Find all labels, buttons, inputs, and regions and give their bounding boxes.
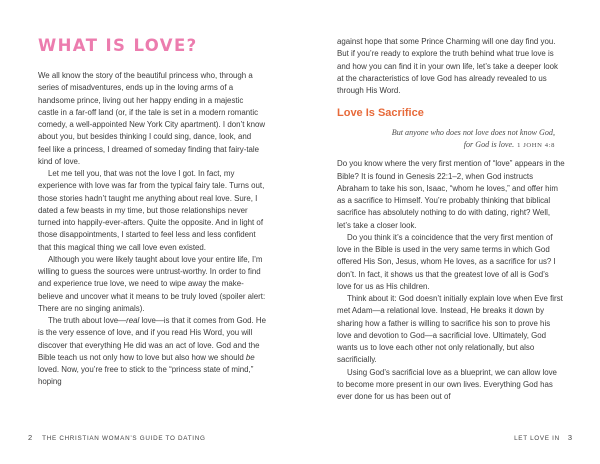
section-subheading: Love Is Sacrifice [337,107,424,120]
left-body-paragraph: Let me tell you, that was not the love I got. In fact, my experience with love was far from the typical fairy tale. Turns out, those stories hadn’t taught me anything about real love. Sure, I dated a few beasts in my time, but those relationships never turned into happily-ever-afters. Quite the opposite. And in light of those disappointments, I started to feel less and less confident that this magical thing we call love even existed. [38,169,265,252]
right-page [300,0,600,464]
verse-line-2: for God is love. [463,140,515,150]
right-column [337,36,565,403]
page-number-right: 3 [567,433,572,442]
left-body-paragraph: Although you were likely taught about love your entire life, I’m willing to guess the sources were untrust-worthy. In order to find and experience true love, we need to wipe away the make-believe and uncover what it means to be truly loved (spoiler alert: There are no singing animals). [38,254,266,313]
running-head-left: THE CHRISTIAN WOMAN’S GUIDE TO DATING [42,435,206,442]
continued-paragraph: against hope that some Prince Charming will one day find you. But if you’re ready to explore the truth behind what true love is and how you can find it in your own life, let’s take a deeper look at the characteristics of love God has already revealed to us through His Word. [337,37,558,95]
right-body-paragraph: Do you know where the very first mention of “love” appears in the Bible? It is found in Genesis 22:1–2, when God instructs Abraham to take his son, Isaac, “whom he loves,” and offer him as a sacrifice to Himself. You’re probably thinking that biblical sacrifice has absolutely nothing to do with dating, right? Well, let’s take a closer look. [337,159,565,230]
verse-reference: 1 JOHN 4:8 [517,142,555,150]
right-body-paragraph: Think about it: God doesn’t initially explain love when Eve first met Adam—a relational love. Instead, He breaks it down by sharing how a father is willing to sacrifice his son to prove his love and devotion to God—a sacrificial love. Ultimately, God wants us to love each other not only relationally, but also sacrificially. [337,294,563,365]
left-body-paragraph: The truth about love—real love—is that it comes from God. He is the very essence of love, and if you read His Word, you will discover that everything He did was an act of love. God and the Bible teach us not only how to love but also how we should be loved. Now, you’re free to stick to the “princess state of mind,” hoping [38,316,266,387]
chapter-heading: WHAT IS LOVE? [38,36,198,55]
verse-line-1: But anyone who does not love does not know God, [391,128,555,138]
right-body-paragraph: Do you think it’s a coincidence that the very first mention of love in the Bible is used in the very same terms in which God offered His Son, Jesus, whom He loves, as a sacrifice for us? I don’t. In fact, it shows us that the greatest love of all is God’s love for us as His children. [337,232,556,291]
running-head-right: LET LOVE IN [514,435,560,442]
left-footer [28,433,206,442]
left-body [38,70,266,389]
scripture-quote [337,127,565,152]
left-column [38,36,266,389]
right-footer [514,433,572,442]
right-body [337,158,565,403]
page-number-left: 2 [28,433,33,442]
left-body-paragraph: We all know the story of the beautiful princess who, through a series of misadventures, ends up in the loving arms of a handsome prince, living out her happy ending in a majestic castle in a far-off land (or, if the tale is set in a modern romantic comedy, a well-appointed New York City apartment). I don’t know about you, but besides thinking I could sing, dance, look, and feel like a princess, I dreamed of someday finding that fairy-tale kind of love. [38,71,266,166]
right-body-paragraph: Using God’s sacrificial love as a blueprint, we can allow love to become more present in our own lives. Everything God has ever done for us has been out of [337,367,557,401]
